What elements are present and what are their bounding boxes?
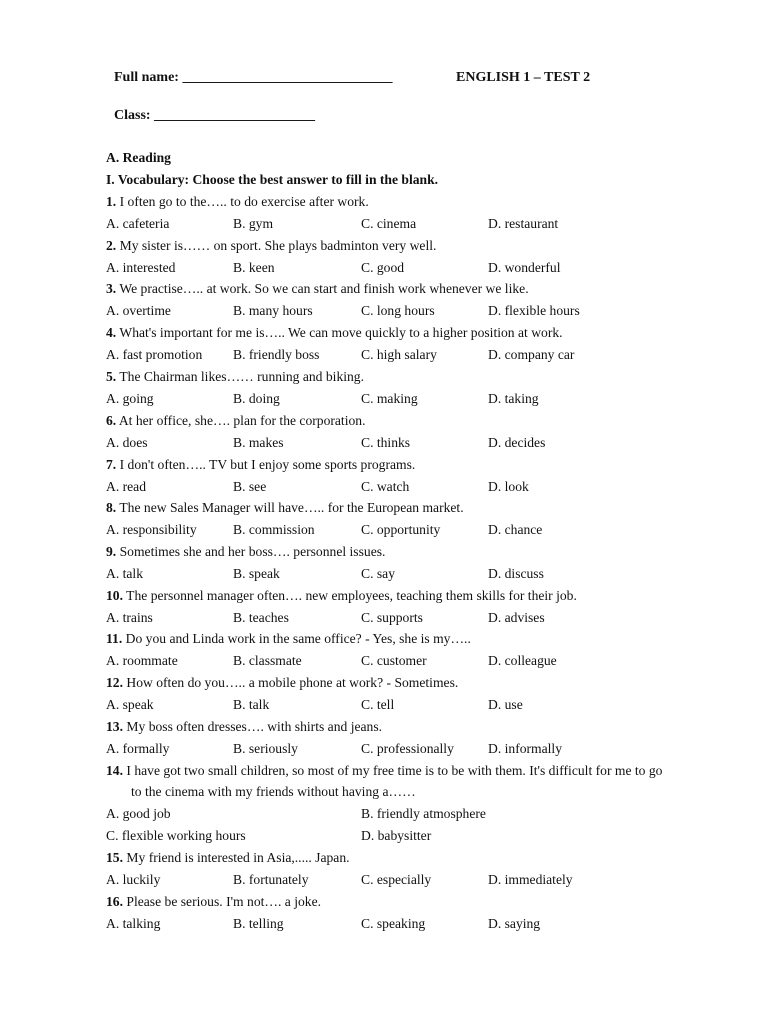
question-13 — [106, 718, 382, 736]
option-d: D. restaurant — [488, 216, 559, 231]
option-a: A. talk — [106, 566, 143, 581]
option-c: C. customer — [361, 653, 427, 668]
option-c: C. professionally — [361, 741, 454, 756]
question-number: 16. — [106, 894, 123, 909]
question-text: How often do you….. a mobile phone at work? - Sometimes. — [126, 675, 459, 690]
option-d: D. use — [488, 697, 523, 712]
question-text: My friend is interested in Asia,..... Japan. — [126, 850, 350, 865]
question-6 — [106, 412, 365, 430]
question-7 — [106, 456, 415, 474]
option-c: C. watch — [361, 479, 410, 494]
full-name-label: Full name: ______________________________ — [114, 70, 393, 85]
option-c: C. long hours — [361, 303, 435, 318]
option-a: A. formally — [106, 741, 170, 756]
question-number: 2. — [106, 238, 117, 253]
option-b: B. teaches — [233, 610, 289, 625]
option-a: A. going — [106, 391, 154, 406]
question-text: At her office, she…. plan for the corporation. — [118, 413, 366, 428]
option-a: A. talking — [106, 916, 161, 931]
question-text: What's important for me is….. We can move quickly to a higher position at work. — [119, 325, 563, 340]
option-b: B. speak — [233, 566, 280, 581]
option-d: D. look — [488, 479, 529, 494]
question-1 — [106, 193, 369, 211]
question-2 — [106, 237, 436, 255]
option-c: C. good — [361, 260, 405, 275]
question-number: 11. — [106, 631, 123, 646]
option-b: B. many hours — [233, 303, 313, 318]
question-text: I don't often….. TV but I enjoy some sports programs. — [119, 457, 416, 472]
class-label: Class: _______________________ — [114, 108, 316, 123]
question-3 — [106, 280, 529, 298]
question-text: The new Sales Manager will have….. for the European market. — [119, 500, 464, 515]
question-text: Do you and Linda work in the same office? - Yes, she is my….. — [125, 631, 471, 646]
option-b: B. friendly atmosphere — [361, 806, 486, 821]
option-c: C. speaking — [361, 916, 426, 931]
option-c: C. say — [361, 566, 395, 581]
option-b: B. gym — [233, 216, 274, 231]
option-c: C. opportunity — [361, 522, 441, 537]
option-c: C. thinks — [361, 435, 411, 450]
option-a: A. good job — [106, 806, 171, 821]
option-b: B. commission — [233, 522, 315, 537]
question-number: 13. — [106, 719, 123, 734]
option-d: D. chance — [488, 522, 543, 537]
question-14 — [106, 762, 662, 780]
question-number: 12. — [106, 675, 123, 690]
option-b: B. seriously — [233, 741, 298, 756]
option-a: A. roommate — [106, 653, 178, 668]
question-4 — [106, 324, 563, 342]
option-a: A. overtime — [106, 303, 171, 318]
question-text-continued: to the cinema with my friends without having a…… — [131, 784, 416, 799]
question-number: 14. — [106, 763, 123, 778]
option-a: A. trains — [106, 610, 153, 625]
option-d: D. taking — [488, 391, 539, 406]
option-d: D. decides — [488, 435, 546, 450]
question-text: Please be serious. I'm not…. a joke. — [126, 894, 322, 909]
question-number: 9. — [106, 544, 117, 559]
option-a: A. luckily — [106, 872, 161, 887]
option-d: D. wonderful — [488, 260, 561, 275]
option-a: A. does — [106, 435, 148, 450]
option-a: A. speak — [106, 697, 154, 712]
question-10 — [106, 587, 577, 605]
question-16 — [106, 893, 321, 911]
option-d: D. immediately — [488, 872, 573, 887]
question-text: The personnel manager often…. new employees, teaching them skills for their job. — [126, 588, 577, 603]
question-text: We practise….. at work. So we can start and finish work whenever we like. — [119, 281, 529, 296]
question-text: Sometimes she and her boss…. personnel issues. — [119, 544, 386, 559]
question-number: 3. — [106, 281, 117, 296]
option-c: C. especially — [361, 872, 432, 887]
question-number: 6. — [106, 413, 117, 428]
option-b: B. doing — [233, 391, 280, 406]
question-9 — [106, 543, 385, 561]
option-a: A. responsibility — [106, 522, 197, 537]
question-15 — [106, 849, 350, 867]
option-d: D. company car — [488, 347, 575, 362]
question-11 — [106, 630, 471, 648]
option-b: B. friendly boss — [233, 347, 320, 362]
question-text: The Chairman likes…… running and biking. — [119, 369, 365, 384]
question-number: 5. — [106, 369, 117, 384]
question-number: 8. — [106, 500, 117, 515]
option-c: C. tell — [361, 697, 395, 712]
option-d: D. babysitter — [361, 828, 432, 843]
section-instruction: I. Vocabulary: Choose the best answer to fill in the blank. — [106, 172, 439, 187]
question-number: 10. — [106, 588, 123, 603]
option-d: D. informally — [488, 741, 562, 756]
option-a: A. interested — [106, 260, 176, 275]
option-d: D. discuss — [488, 566, 544, 581]
question-text: My sister is…… on sport. She plays badminton very well. — [119, 238, 437, 253]
test-title: ENGLISH 1 – TEST 2 — [456, 70, 591, 85]
option-d: D. saying — [488, 916, 541, 931]
option-b: B. keen — [233, 260, 275, 275]
option-b: B. talk — [233, 697, 270, 712]
option-d: D. colleague — [488, 653, 557, 668]
question-number: 7. — [106, 457, 117, 472]
option-c: C. cinema — [361, 216, 417, 231]
option-b: B. see — [233, 479, 267, 494]
question-text: I often go to the….. to do exercise after work. — [119, 194, 369, 209]
option-c: C. making — [361, 391, 418, 406]
option-c: C. high salary — [361, 347, 437, 362]
option-b: B. fortunately — [233, 872, 309, 887]
option-d: D. advises — [488, 610, 545, 625]
option-c: C. supports — [361, 610, 423, 625]
question-number: 15. — [106, 850, 123, 865]
option-a: A. read — [106, 479, 147, 494]
option-b: B. telling — [233, 916, 284, 931]
section-title: A. Reading — [106, 150, 171, 165]
question-text: I have got two small children, so most of my free time is to be with them. It's difficult for me to go — [126, 763, 663, 778]
question-number: 1. — [106, 194, 117, 209]
option-a: A. cafeteria — [106, 216, 170, 231]
option-d: D. flexible hours — [488, 303, 580, 318]
question-12 — [106, 674, 458, 692]
option-b: B. classmate — [233, 653, 302, 668]
question-8 — [106, 499, 464, 517]
question-text: My boss often dresses…. with shirts and jeans. — [126, 719, 383, 734]
question-5 — [106, 368, 364, 386]
option-b: B. makes — [233, 435, 284, 450]
option-a: A. fast promotion — [106, 347, 203, 362]
option-c: C. flexible working hours — [106, 828, 246, 843]
question-number: 4. — [106, 325, 117, 340]
